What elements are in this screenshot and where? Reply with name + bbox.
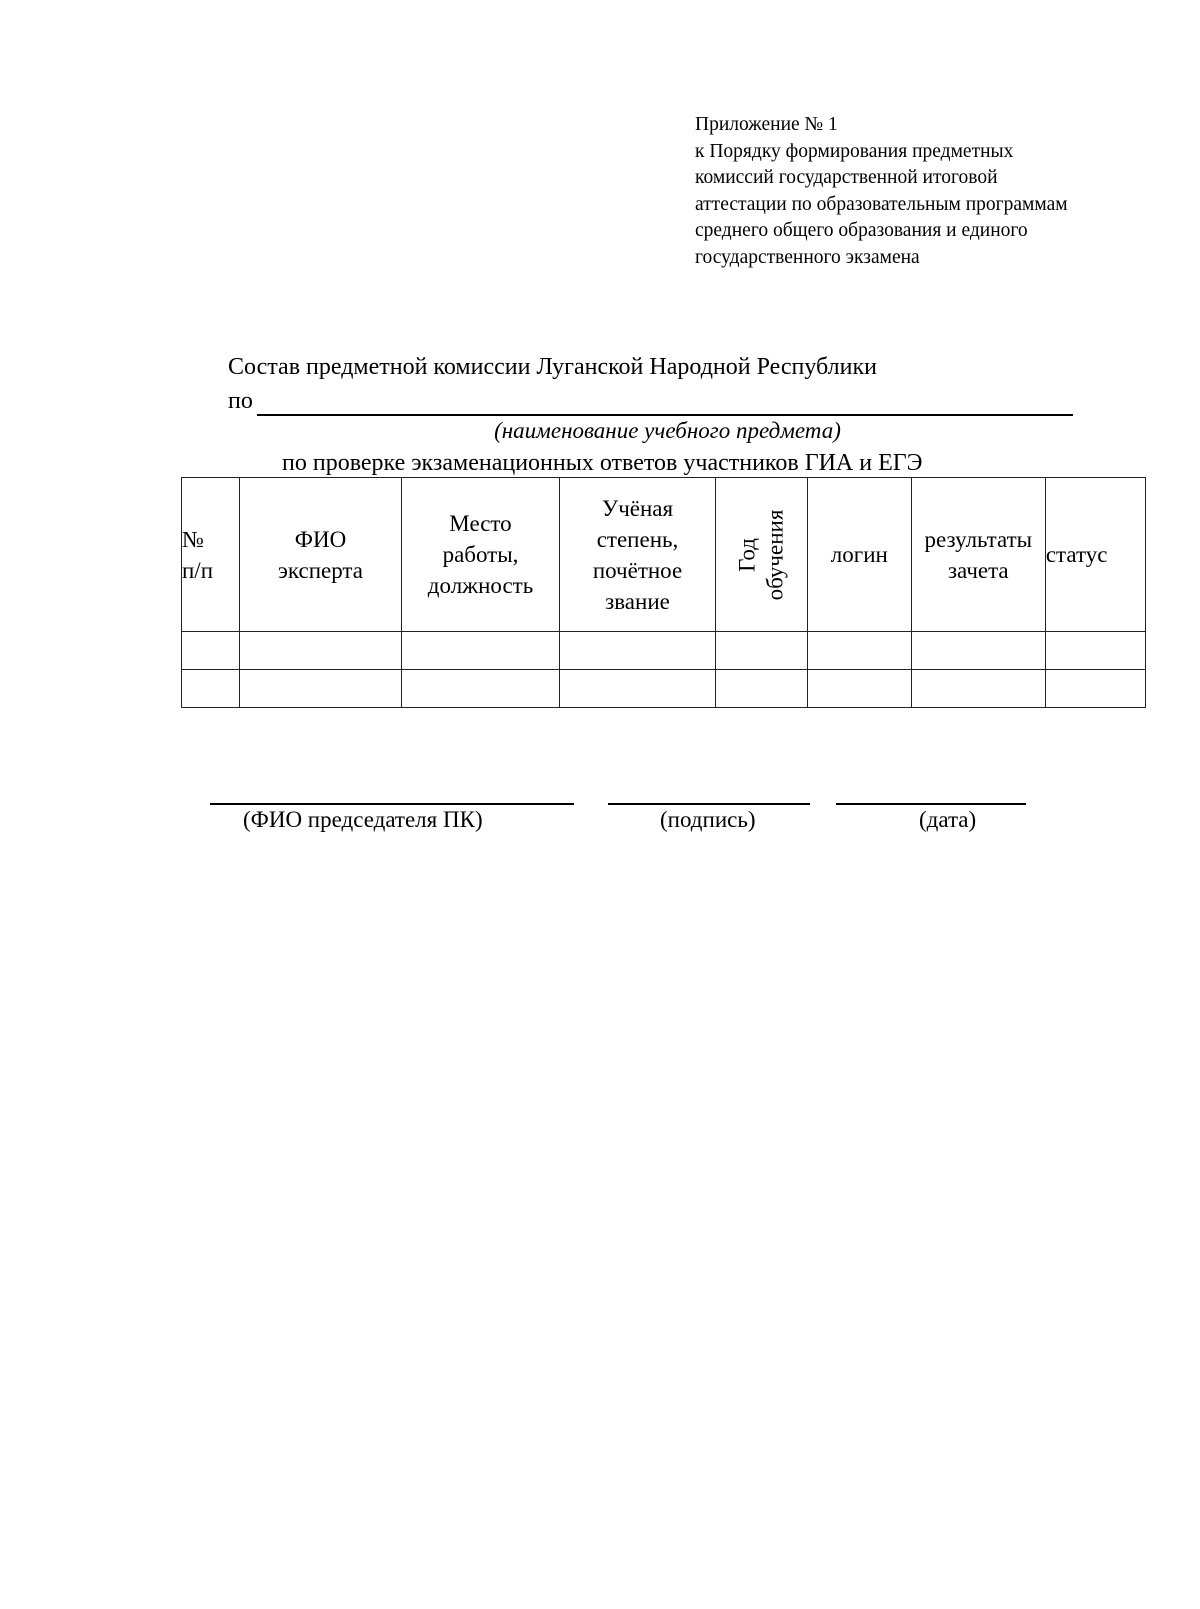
appendix-line: государственного экзамена bbox=[695, 246, 920, 268]
table-row bbox=[182, 670, 1146, 708]
col-login bbox=[807, 478, 911, 632]
purpose-line: по проверке экзаменационных ответов участников ГИА и ЕГЭ bbox=[282, 450, 923, 476]
col-study-year-line2: обучения bbox=[762, 509, 788, 600]
col-degree-line2: степень, bbox=[596, 526, 679, 552]
col-study-year-wrap bbox=[716, 480, 807, 630]
po-prefix: по bbox=[228, 388, 253, 414]
table-cell[interactable] bbox=[240, 632, 402, 670]
col-number-line2: п/п bbox=[182, 557, 214, 583]
table-cell[interactable] bbox=[182, 632, 240, 670]
col-status-line1: статус bbox=[1045, 542, 1108, 567]
appendix-line: к Порядку формирования предметных bbox=[695, 140, 1014, 162]
commission-table bbox=[181, 477, 1146, 708]
signature-line[interactable] bbox=[608, 803, 810, 805]
table-cell[interactable] bbox=[1045, 670, 1145, 708]
table-cell[interactable] bbox=[402, 670, 560, 708]
col-workplace-line3: должность bbox=[427, 573, 534, 598]
col-number-line1: № bbox=[182, 526, 204, 552]
col-study-year bbox=[716, 478, 808, 632]
chair-name-line[interactable] bbox=[210, 803, 574, 805]
subject-fill-line[interactable] bbox=[257, 414, 1073, 416]
table-cell[interactable] bbox=[402, 632, 560, 670]
table-cell[interactable] bbox=[560, 632, 716, 670]
appendix-line: Приложение № 1 bbox=[695, 114, 838, 135]
date-caption: (дата) bbox=[919, 807, 977, 832]
subject-caption bbox=[0, 418, 1200, 444]
col-study-year-line1: Год bbox=[734, 537, 760, 572]
col-expert-name-line1: ФИО bbox=[294, 526, 347, 552]
col-results-line2: зачета bbox=[947, 557, 1009, 583]
table-header-row bbox=[182, 478, 1146, 632]
table-row bbox=[182, 632, 1146, 670]
col-number bbox=[182, 478, 240, 632]
table-cell[interactable] bbox=[560, 670, 716, 708]
table-cell[interactable] bbox=[807, 670, 911, 708]
table-cell[interactable] bbox=[240, 670, 402, 708]
appendix-block bbox=[695, 112, 1165, 271]
date-line[interactable] bbox=[836, 803, 1026, 805]
table-cell[interactable] bbox=[1045, 632, 1145, 670]
appendix-line: аттестации по образовательным программам bbox=[695, 193, 1068, 215]
col-results bbox=[911, 478, 1045, 632]
table-cell[interactable] bbox=[716, 670, 808, 708]
col-status bbox=[1045, 478, 1145, 632]
col-workplace bbox=[402, 478, 560, 632]
col-login-line1: логин bbox=[830, 542, 888, 567]
table-cell[interactable] bbox=[807, 632, 911, 670]
document-title: Состав предметной комиссии Луганской Народной Республики bbox=[228, 354, 877, 380]
col-degree-line4: звание bbox=[605, 588, 670, 614]
table-cell[interactable] bbox=[911, 632, 1045, 670]
table-cell[interactable] bbox=[182, 670, 240, 708]
appendix-line: среднего общего образования и единого bbox=[695, 220, 1028, 241]
col-degree-line3: почётное bbox=[592, 557, 683, 583]
col-results-line1: результаты bbox=[924, 526, 1033, 552]
col-expert-name-line2: эксперта bbox=[278, 557, 363, 583]
chair-caption: (ФИО председателя ПК) bbox=[243, 807, 483, 832]
col-workplace-line2: работы, bbox=[442, 542, 519, 567]
col-expert-name bbox=[240, 478, 402, 632]
col-degree-line1: Учёная bbox=[601, 495, 674, 521]
table-cell[interactable] bbox=[716, 632, 808, 670]
col-workplace-line1: Место bbox=[449, 511, 512, 536]
col-study-year-text bbox=[733, 509, 789, 600]
subject-caption-text: (наименование учебного предмета) bbox=[494, 418, 841, 443]
col-degree bbox=[560, 478, 716, 632]
signature-caption: (подпись) bbox=[660, 807, 756, 832]
appendix-line: комиссий государственной итоговой bbox=[695, 167, 998, 188]
table-cell[interactable] bbox=[911, 670, 1045, 708]
